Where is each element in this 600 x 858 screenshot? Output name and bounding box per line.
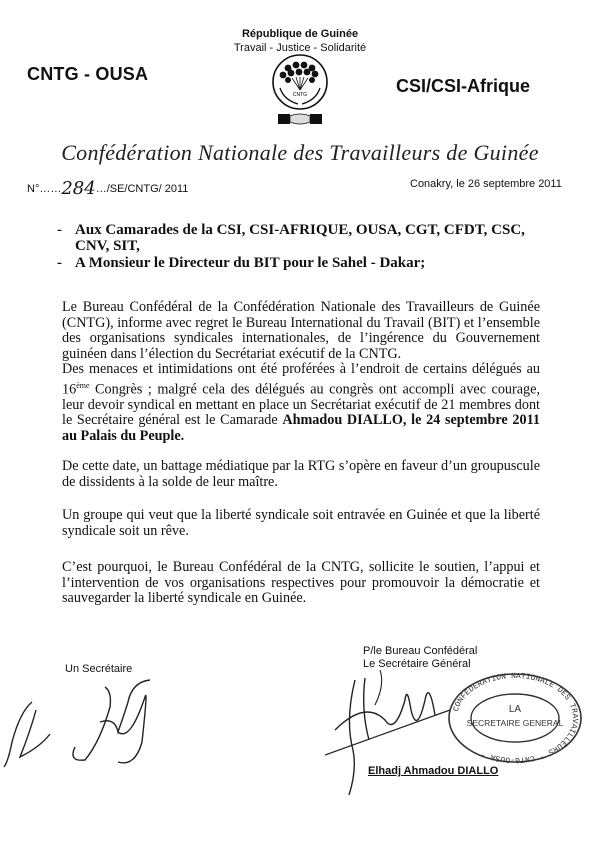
p2-text-b: Congrès ; malgré cela des délégués au congrès ont accompli avec courage, leur devoir syndical en mettant en place un Secrétariat exécutif de 21 membres dont le Secrétaire général est le Camarade: [62, 381, 540, 429]
place-date: Conakry, le 26 septembre 2011: [410, 178, 562, 190]
reference-suffix: …/SE/CNTG/ 2011: [95, 183, 189, 195]
official-stamp-icon: [445, 668, 585, 768]
reference-handwritten-number: 284: [61, 178, 96, 199]
reference-number: [27, 178, 188, 199]
stamp-inner-line-1: LA: [508, 704, 522, 715]
recipient-text: A Monsieur le Directeur du BIT pour le Sahel - Dakar;: [75, 255, 426, 271]
right-signatory-line-1: P/le Bureau Confédéral: [363, 645, 478, 657]
p2-bold-text: Ahmadou DIALLO, le 24 septembre 2011 au Palais du Peuple.: [62, 412, 540, 444]
recipient-dash: -: [57, 222, 62, 238]
stamp-outer-text: CONFEDERATION NATIONALE DES TRAVAILLEURS * CNTG-OUSA *: [451, 671, 580, 765]
confederation-title: Confédération Nationale des Travailleurs de Guinée: [61, 140, 539, 165]
republic-title: République de Guinée: [241, 28, 359, 40]
body-paragraph-2: [62, 362, 540, 444]
right-organization: CSI/CSI-Afrique: [396, 76, 531, 96]
recipient-dash: -: [57, 255, 62, 271]
republic-motto: Travail - Justice - Solidarité: [233, 42, 367, 54]
body-paragraph-4: Un groupe qui veut que la liberté syndicale soit entravée en Guinée et que la liberté syndicale soit un rêve.: [62, 507, 540, 539]
body-paragraph-5: C’est pourquoi, le Bureau Confédéral de la CNTG, sollicite le soutien, l’appui et l’intervention de vos organisations respectives pour promouvoir la démocratie et sauvegarder la liberté syndicale en Guinée.: [62, 559, 540, 606]
recipient-item: [57, 222, 545, 254]
body-paragraph-3: De cette date, un battage médiatique par la RTG s’opère en faveur d’un groupuscule de dissidents à la solde de leur maître.: [62, 458, 540, 490]
recipient-text: Aux Camarades de la CSI, CSI-AFRIQUE, OUSA, CGT, CFDT, CSC, CNV, SIT,: [75, 222, 525, 254]
right-signature-icon: [325, 660, 455, 800]
logo-text: CNTG: [292, 92, 308, 98]
left-organization: CNTG - OUSA: [27, 64, 149, 84]
cntg-logo-icon: [268, 52, 332, 132]
right-signatory-name: Elhadj Ahmadou DIALLO: [368, 765, 499, 777]
p2-superscript: ème: [76, 380, 90, 390]
left-signatory-title: Un Secrétaire: [65, 663, 133, 675]
reference-prefix: N°……: [27, 183, 62, 195]
p2-text-a: Des menaces et intimidations ont été proférées à l’endroit de certains délégués au 16: [62, 361, 540, 398]
right-signatory-line-2: Le Secrétaire Général: [363, 658, 471, 670]
left-signature-icon: [0, 672, 160, 782]
stamp-inner-line-2: SECRETAIRE GENERAL: [466, 718, 564, 728]
body-paragraph-1: Le Bureau Confédéral de la Confédération Nationale des Travailleurs de Guinée (CNTG), informe avec regret le Bureau International du Travail (BIT) et l’ensemble des organisations syndicales internationales, de l’ingérence du Gouvernement guinéen dans l’élection du Secrétariat exécutif de la CNTG.: [62, 299, 540, 362]
recipient-item: [57, 255, 545, 271]
